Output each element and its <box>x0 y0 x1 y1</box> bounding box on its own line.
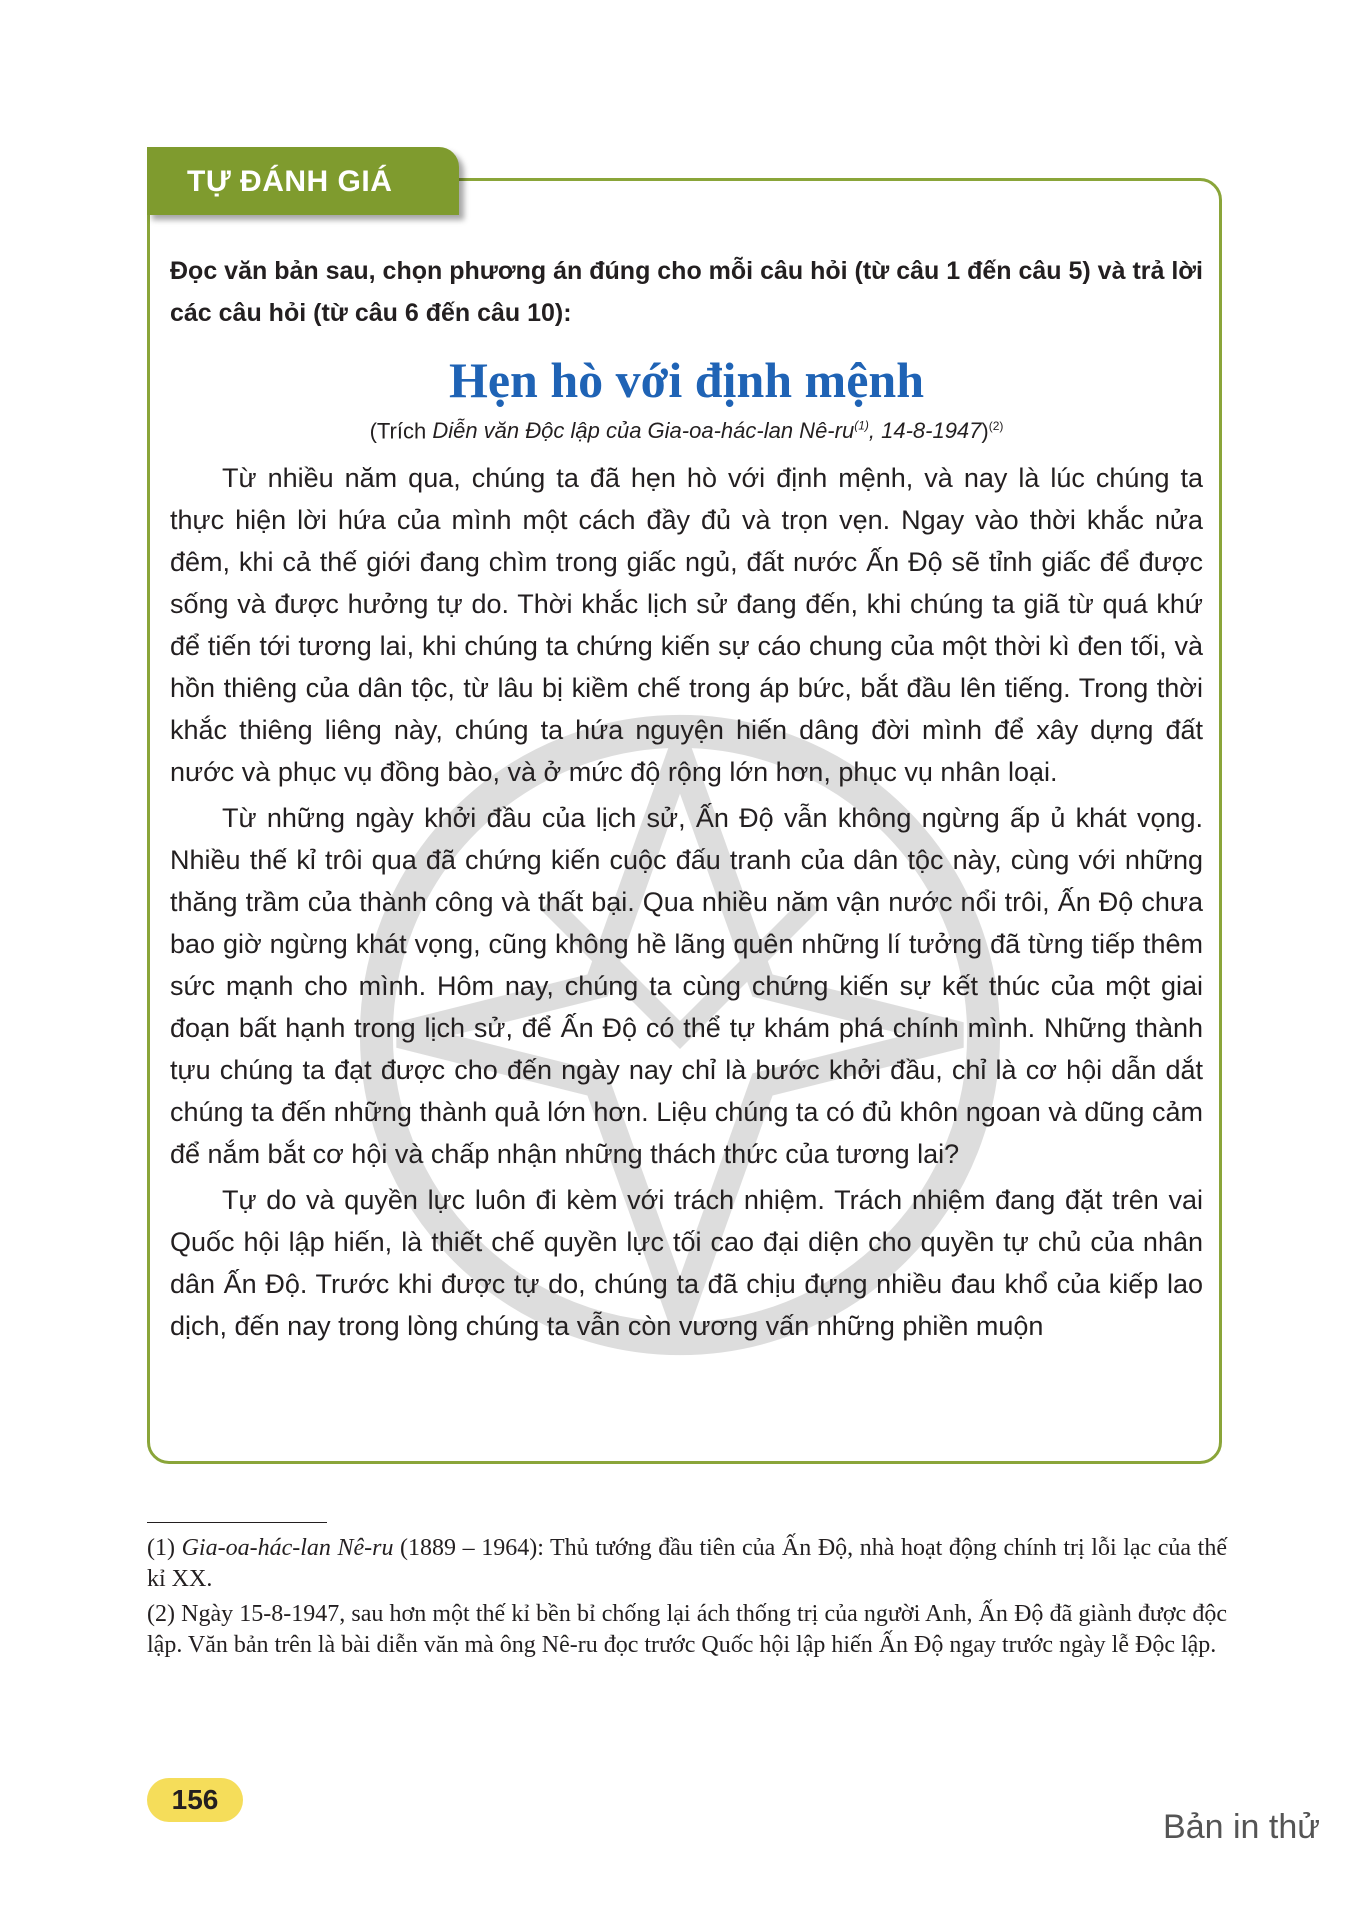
page-number: 156 <box>147 1778 243 1822</box>
footnote-1-name: Gia-oa-hác-lan Nê-ru <box>181 1535 394 1561</box>
source-prefix: (Trích <box>369 418 433 444</box>
footnote-2: (2) Ngày 15-8-1947, sau hơn một thế kỉ bền bỉ chống lại ách thống trị của người Anh, Ấn Độ đã giành được độc lập. Văn bản trên là bài diễn văn mà ông Nê-ru đọc trước Quốc hội lập hiến Ấn Độ ngay trước ngày lễ Độc lập. <box>147 1601 1227 1658</box>
draft-label: Bản in thử <box>1163 1808 1320 1846</box>
reading-title: Hẹn hò với định mệnh <box>448 352 925 408</box>
reading-source <box>170 410 1203 447</box>
source-work: Diễn văn Độc lập của Gia-oa-hác-lan Nê-ru <box>432 418 855 444</box>
footnote-1-number: (1) <box>147 1535 182 1561</box>
section-tab-label: TỰ ĐÁNH GIÁ <box>187 165 393 198</box>
content-area <box>170 250 1203 1351</box>
reading-paragraph-2: Từ những ngày khởi đầu của lịch sử, Ấn Độ vẫn không ngừng ấp ủ khát vọng. Nhiều thế kỉ trôi qua đã chứng kiến cuộc đấu tranh của dân tộc này, cùng với những thăng trầm của thành công và thất bại. Qua nhiều năm vận nước nổi trôi, Ấn Độ chưa bao giờ ngừng khát vọng, cũng không hề lãng quên những lí tưởng đã từng tiếp thêm sức mạnh cho mình. Hôm nay, chúng ta cùng chứng kiến sự kết thúc của một giai đoạn bất hạnh trong lịch sử, để Ấn Độ có thể tự khám phá chính mình. Những thành tựu chúng ta đạt được cho đến ngày nay chỉ là bước khởi đầu, chỉ là cơ hội dẫn dắt chúng ta đến những thành quả lớn hơn. Liệu chúng ta có đủ khôn ngoan và dũng cảm để nắm bắt cơ hội và chấp nhận những thách thức của tương lai? <box>170 803 1203 1170</box>
footnote-ref-1[interactable]: (1) <box>854 419 869 433</box>
footnotes <box>147 1533 1227 1665</box>
section-tab <box>147 147 459 215</box>
footnote-1-text: (1889 – 1964): Thủ tướng đầu tiên của Ấn Độ, nhà hoạt động chính trị lỗi lạc của thế kỉ XX. <box>147 1535 1227 1592</box>
footnote-1 <box>147 1533 1227 1595</box>
source-date: , 14-8-1947 <box>868 418 982 444</box>
reading-paragraph-1: Từ nhiều năm qua, chúng ta đã hẹn hò với định mệnh, và nay là lúc chúng ta thực hiện lời hứa của mình một cách đầy đủ và trọn vẹn. Ngay vào thời khắc nửa đêm, khi cả thế giới đang chìm trong giấc ngủ, đất nước Ấn Độ sẽ tỉnh giấc để được sống và được hưởng tự do. Thời khắc lịch sử đang đến, khi chúng ta giã từ quá khứ để tiến tới tương lai, khi chúng ta chứng kiến sự cáo chung của một thời kì đen tối, và hồn thiêng của dân tộc, từ lâu bị kiềm chế trong áp bức, bắt đầu lên tiếng. Trong thời khắc thiêng liêng này, chúng ta hứa nguyện hiến dâng đời mình để xây dựng đất nước và phục vụ đồng bào, và ở mức độ rộng lớn hơn, phục vụ nhân loại. <box>170 463 1203 788</box>
footnote-ref-2[interactable]: (2) <box>988 419 1004 433</box>
reading-paragraph-3: Tự do và quyền lực luôn đi kèm với trách nhiệm. Trách nhiệm đang đặt trên vai Quốc hội lập hiến, là thiết chế quyền lực tối cao đại diện cho quyền tự chủ của nhân dân Ấn Độ. Trước khi được tự do, chúng ta đã chịu đựng nhiều đau khổ của kiếp lao dịch, đến nay trong lòng chúng ta vẫn còn vương vấn những phiền muộn <box>170 1185 1203 1342</box>
footnote-divider <box>147 1522 327 1523</box>
instruction-text: Đọc văn bản sau, chọn phương án đúng cho mỗi câu hỏi (từ câu 1 đến câu 5) và trả lời các câu hỏi (từ câu 6 đến câu 10): <box>170 257 1204 327</box>
source-close: ) <box>981 418 989 444</box>
